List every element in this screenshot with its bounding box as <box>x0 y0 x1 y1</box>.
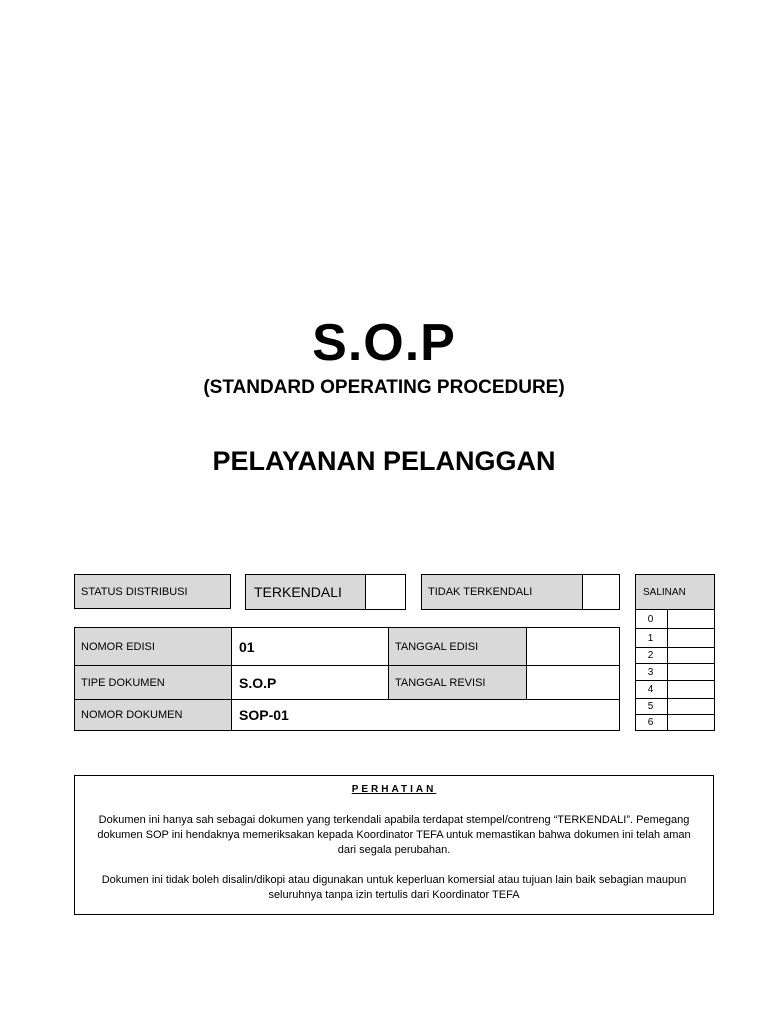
copies-row-number: 5 <box>636 699 668 714</box>
revision-date-label: TANGGAL REVISI <box>389 666 527 700</box>
copies-row-number: 1 <box>636 629 668 647</box>
document-type-value: S.O.P <box>232 666 389 700</box>
status-distribution-label: STATUS DISTRIBUSI <box>74 574 231 609</box>
uncontrolled-label: TIDAK TERKENDALI <box>422 575 583 609</box>
copies-row <box>636 648 714 664</box>
edition-number-value: 01 <box>232 628 389 666</box>
notice-box <box>74 775 714 915</box>
copies-table <box>635 574 715 731</box>
copies-row-number: 0 <box>636 610 668 628</box>
copies-row-number: 3 <box>636 664 668 680</box>
document-type-label: TIPE DOKUMEN <box>75 666 232 700</box>
edition-date-label: TANGGAL EDISI <box>389 628 527 666</box>
copies-row-number: 4 <box>636 681 668 698</box>
document-number-value: SOP-01 <box>239 707 289 723</box>
document-number-label: NOMOR DOKUMEN <box>75 700 232 730</box>
document-heading: PELAYANAN PELANGGAN <box>212 446 556 476</box>
copies-row <box>636 610 714 629</box>
document-info-table <box>74 627 620 731</box>
copies-row <box>636 699 714 715</box>
document-subtitle: (STANDARD OPERATING PROCEDURE) <box>203 377 565 398</box>
copies-row <box>636 629 714 648</box>
copies-row-number: 2 <box>636 648 668 663</box>
copies-row <box>636 715 714 730</box>
copies-label: SALINAN <box>636 575 714 610</box>
copies-row <box>636 664 714 681</box>
notice-title: PERHATIAN <box>351 784 437 795</box>
controlled-label: TERKENDALI <box>246 575 366 609</box>
document-title: S.O.P <box>312 314 456 372</box>
edition-date-value <box>527 628 619 666</box>
uncontrolled-status-box <box>421 574 620 610</box>
copies-row <box>636 681 714 699</box>
notice-paragraph-2: Dokumen ini tidak boleh disalin/dikopi atau digunakan untuk keperluan komersial atau tujuan lain baik sebagian maupun seluruhnya tanpa izin tertulis dari Koordinator TEFA <box>101 874 687 901</box>
revision-date-value <box>527 666 619 700</box>
notice-paragraph-1: Dokumen ini hanya sah sebagai dokumen yang terkendali apabila terdapat stempel/contreng “TERKENDALI”. Pemegang dokumen SOP ini hendaknya memeriksakan kepada Koordinator TEFA untuk memastikan bahwa dokumen ini telah aman dari segala perubahan. <box>97 814 691 856</box>
edition-number-label: NOMOR EDISI <box>75 628 232 666</box>
controlled-status-box <box>245 574 406 610</box>
uncontrolled-checkbox[interactable] <box>584 575 620 609</box>
copies-row-number: 6 <box>636 715 668 730</box>
controlled-checkbox[interactable] <box>367 575 405 609</box>
